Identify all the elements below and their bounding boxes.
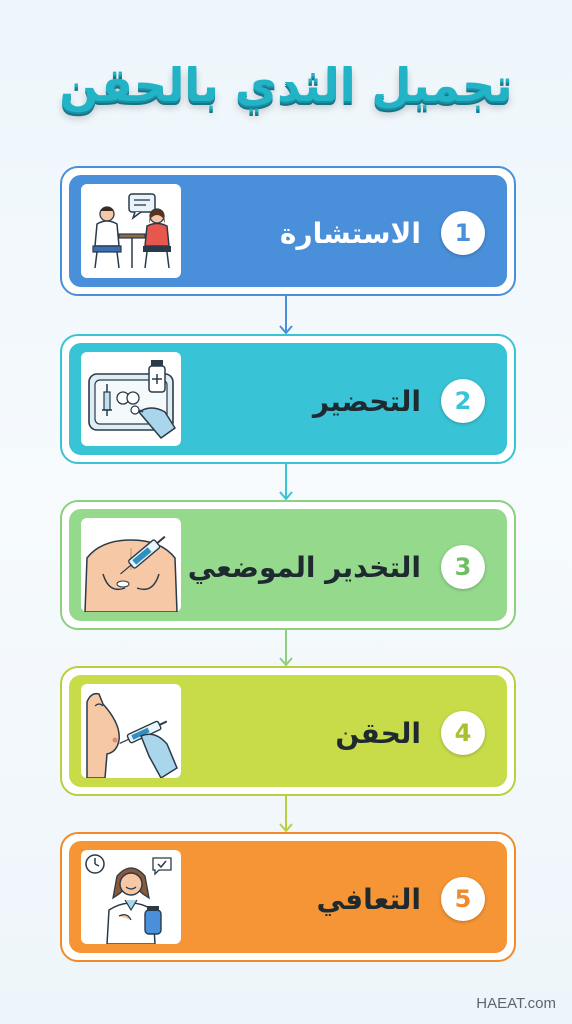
step-preparation — [60, 334, 516, 464]
connector-arrow-icon — [278, 628, 294, 668]
step-recovery — [60, 832, 516, 962]
recovery-icon — [81, 850, 181, 944]
step-label: التخدير الموضعي — [187, 550, 421, 584]
step-local-anesthesia — [60, 500, 516, 630]
step-label: الاستشارة — [279, 216, 421, 250]
step-consultation — [60, 166, 516, 296]
step-number: 3 — [441, 545, 485, 589]
step-number: 1 — [441, 211, 485, 255]
step-number: 2 — [441, 379, 485, 423]
step-number: 5 — [441, 877, 485, 921]
watermark: HAEAT.com — [476, 995, 556, 1012]
connector-arrow-icon — [278, 296, 294, 336]
step-injection — [60, 666, 516, 796]
page-title: تجميل الثدي بالحقن — [59, 58, 513, 112]
local-anesthesia-icon — [81, 518, 181, 612]
step-label: الحقن — [335, 716, 421, 750]
preparation-tray-icon — [81, 352, 181, 446]
connector-arrow-icon — [278, 794, 294, 834]
consultation-icon — [81, 184, 181, 278]
injection-icon — [81, 684, 181, 778]
step-label: التعافي — [316, 882, 421, 916]
step-label: التحضير — [312, 384, 421, 418]
connector-arrow-icon — [278, 462, 294, 502]
step-number: 4 — [441, 711, 485, 755]
